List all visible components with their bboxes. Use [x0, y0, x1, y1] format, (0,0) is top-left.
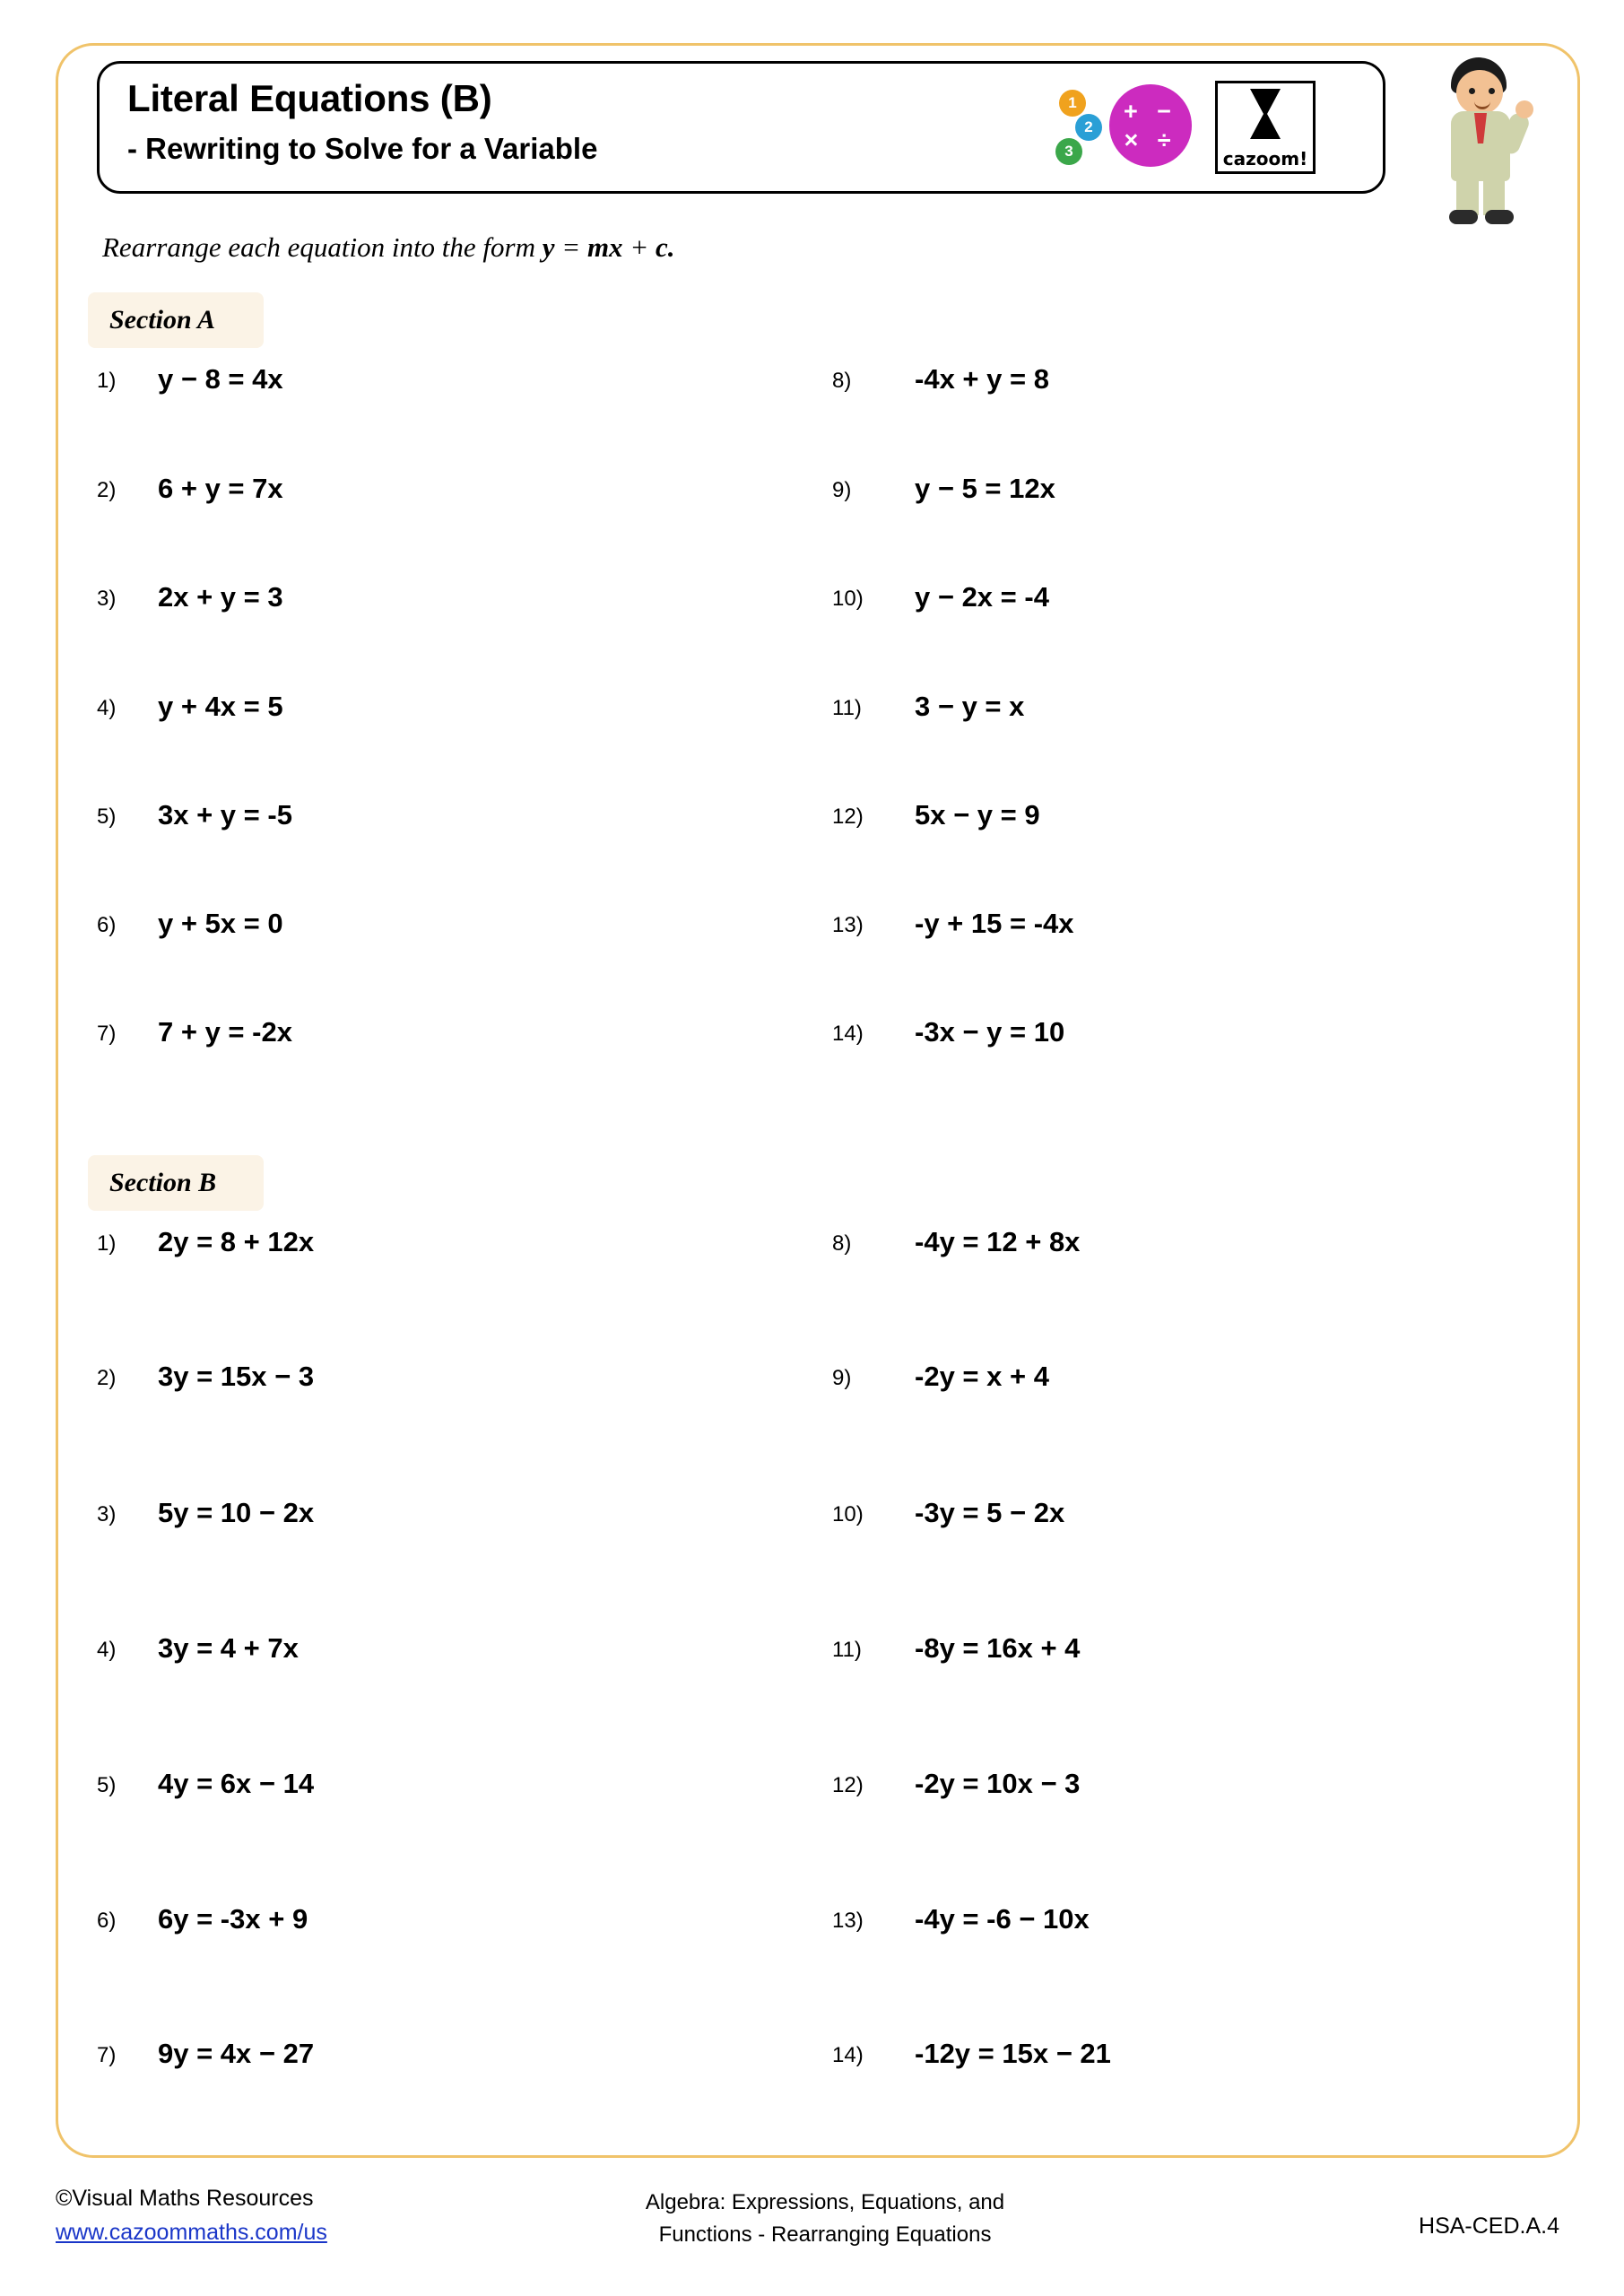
question-number: 1) [97, 1231, 117, 1256]
question-text: 2y = 8 + 12x [158, 1226, 315, 1257]
standard-code: HSA-CED.A.4 [1419, 2213, 1559, 2239]
question-text: -2y = x + 4 [915, 1361, 1049, 1392]
copyright-text: ©Visual Maths Resources [56, 2186, 314, 2211]
mascot-eye-right [1489, 88, 1495, 94]
question-number: 8) [832, 1231, 852, 1256]
question-number: 10) [832, 1502, 864, 1526]
question-text: y + 4x = 5 [158, 691, 283, 722]
mascot-shoe-left [1449, 210, 1478, 224]
mascot-hand [1515, 100, 1533, 118]
question-text: y − 5 = 12x [915, 473, 1055, 504]
question-number: 6) [97, 1909, 117, 1933]
question-text: 3 − y = x [915, 691, 1025, 722]
instruction-formula-y: y [542, 231, 555, 263]
instruction-formula-c: c. [655, 231, 675, 263]
page-title: Literal Equations (B) [127, 77, 492, 119]
footer-center [574, 2187, 1076, 2251]
question-text: 3x + y = -5 [158, 799, 292, 831]
question-number: 12) [832, 804, 864, 829]
instruction-prefix: Rearrange each equation into the form [102, 231, 543, 263]
question-text: 5y = 10 − 2x [158, 1497, 315, 1528]
question-number: 12) [832, 1773, 864, 1797]
question-number: 11) [832, 696, 862, 720]
number-badges [1054, 90, 1107, 170]
topic-line-2: Functions - Rearranging Equations [658, 2222, 992, 2247]
question-number: 2) [97, 478, 117, 502]
question-text: 6y = -3x + 9 [158, 1903, 308, 1935]
mascot-shoe-right [1485, 210, 1514, 224]
hourglass-icon [1250, 89, 1281, 139]
question-text: -3x − y = 10 [915, 1016, 1065, 1048]
question-number: 3) [97, 1502, 117, 1526]
question-number: 2) [97, 1366, 117, 1390]
question-number: 4) [97, 696, 117, 720]
question-number: 14) [832, 2043, 864, 2067]
question-text: 3y = 15x − 3 [158, 1361, 315, 1392]
mascot-illustration [1415, 52, 1541, 231]
mascot-leg-split [1479, 181, 1483, 215]
question-text: 5x − y = 9 [915, 799, 1040, 831]
question-number: 1) [97, 369, 117, 393]
topic-line-1: Algebra: Expressions, Equations, and [645, 2190, 1005, 2214]
section-a-header: Section A [88, 292, 264, 348]
question-text: -2y = 10x − 3 [915, 1768, 1081, 1799]
question-number: 5) [97, 804, 117, 829]
section-b-header: Section B [88, 1155, 264, 1211]
cazoom-logo [1054, 81, 1368, 179]
question-text: 7 + y = -2x [158, 1016, 292, 1048]
instruction-formula-eq: = [554, 231, 587, 263]
instruction-formula-mx: mx [586, 231, 623, 263]
question-text: -y + 15 = -4x [915, 908, 1074, 939]
question-text: 4y = 6x − 14 [158, 1768, 315, 1799]
question-number: 13) [832, 1909, 864, 1933]
instruction-text [102, 231, 675, 264]
question-number: 9) [832, 478, 852, 502]
badge-three-icon: 3 [1055, 138, 1082, 165]
website-link[interactable]: www.cazoommaths.com/us [56, 2220, 327, 2245]
question-text: -4x + y = 8 [915, 363, 1049, 395]
question-number: 8) [832, 369, 852, 393]
question-number: 10) [832, 587, 864, 611]
question-text: 6 + y = 7x [158, 473, 283, 504]
operators-circle-icon: + − × ÷ [1109, 84, 1192, 167]
question-text: -4y = 12 + 8x [915, 1226, 1081, 1257]
question-number: 13) [832, 913, 864, 937]
question-number: 14) [832, 1022, 864, 1046]
question-text: 3y = 4 + 7x [158, 1632, 299, 1664]
question-number: 3) [97, 587, 117, 611]
instruction-formula-plus: + [622, 231, 656, 263]
question-number: 11) [832, 1638, 862, 1662]
question-text: 2x + y = 3 [158, 581, 283, 613]
mascot-eye-left [1469, 88, 1475, 94]
question-text: -8y = 16x + 4 [915, 1632, 1081, 1664]
question-text: -12y = 15x − 21 [915, 2038, 1111, 2069]
question-text: y − 8 = 4x [158, 363, 283, 395]
page-footer [0, 2181, 1624, 2280]
question-text: y − 2x = -4 [915, 581, 1049, 613]
question-text: -3y = 5 − 2x [915, 1497, 1065, 1528]
question-number: 5) [97, 1773, 117, 1797]
question-number: 9) [832, 1366, 852, 1390]
question-text: y + 5x = 0 [158, 908, 283, 939]
cazoom-brand-box [1215, 81, 1316, 174]
question-text: -4y = -6 − 10x [915, 1903, 1090, 1935]
question-number: 7) [97, 2043, 117, 2067]
footer-left [56, 2181, 327, 2249]
page-subtitle: - Rewriting to Solve for a Variable [127, 132, 598, 165]
badge-one-icon: 1 [1059, 90, 1086, 117]
question-text: 9y = 4x − 27 [158, 2038, 315, 2069]
question-number: 4) [97, 1638, 117, 1662]
question-number: 6) [97, 913, 117, 937]
badge-two-icon: 2 [1075, 114, 1102, 141]
question-number: 7) [97, 1022, 117, 1046]
brand-name: cazoom! [1222, 148, 1308, 170]
page-border [56, 43, 1580, 2158]
